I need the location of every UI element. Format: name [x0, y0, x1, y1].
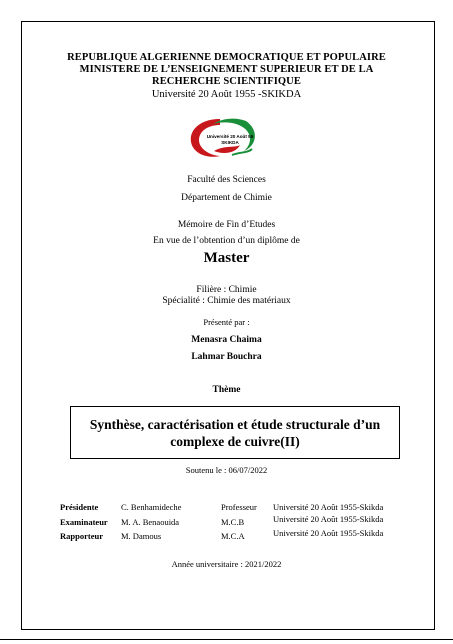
specialite: Spécialité : Chimie des matériaux — [162, 296, 291, 306]
author-1: Menasra Chaima — [191, 335, 262, 345]
jury-role-president: Présidente — [60, 502, 99, 512]
bottom-rule — [0, 639, 453, 640]
faculty-name: Faculté des Sciences — [187, 175, 266, 185]
filiere: Filière : Chimie — [196, 285, 257, 295]
theme-title-line2: complexe de cuivre(II) — [170, 433, 300, 449]
memoire-label: Mémoire de Fin d’Etudes — [177, 220, 276, 230]
academic-year: Année universitaire : 2021/2022 — [171, 559, 282, 569]
theme-title-box — [70, 406, 400, 459]
jury-grade-examiner: M.C.B — [221, 517, 245, 527]
university-logo — [186, 115, 266, 163]
jury-name-president: C. Benhamideche — [121, 502, 182, 512]
defense-date: Soutenu le : 06/07/2022 — [185, 465, 268, 475]
theme-title-line1: Synthèse, caractérisation et étude structurale d’un — [89, 416, 381, 432]
department-name: Département de Chimie — [181, 193, 272, 203]
jury-name-examiner: M. A. Benaouida — [121, 517, 180, 527]
jury-grade-rapporteur: M.C.A — [221, 531, 245, 541]
diploma-line: En vue de l’obtention d’un diplôme de — [153, 236, 300, 246]
jury-institution-president: Université 20 Août 1955-Skikda — [273, 502, 384, 512]
header-universite: Université 20 Août 1955 -SKIKDA — [151, 89, 302, 100]
author-2: Lahmar Bouchra — [191, 352, 262, 362]
logo-text-bottom: SKIKDA — [221, 140, 239, 145]
logo-red-swoosh — [214, 145, 240, 153]
logo-text-top: Université 20 Août 55 — [206, 134, 254, 139]
jury-institution-rapporteur: Université 20 Août 1955-Skikda — [273, 528, 384, 538]
theme-label: Thème — [212, 385, 241, 395]
jury-institution-examiner: Université 20 Août 1955-Skikda — [273, 514, 384, 524]
jury-grade-president: Professeur — [221, 502, 257, 512]
header-recherche: RECHERCHE SCIENTIFIQUE — [152, 76, 301, 87]
jury-role-examiner: Examinateur — [60, 517, 108, 527]
jury-role-rapporteur: Rapporteur — [60, 531, 103, 541]
header-ministere: MINISTERE DE L’ENSEIGNEMENT SUPERIEUR ET DE LA — [79, 64, 374, 75]
jury-name-rapporteur: M. Damous — [121, 531, 162, 541]
header-republique: REPUBLIQUE ALGERIENNE DEMOCRATIQUE ET POPULAIRE — [67, 52, 386, 63]
degree-title: Master — [203, 250, 250, 266]
presented-by-label: Présenté par : — [203, 317, 250, 327]
